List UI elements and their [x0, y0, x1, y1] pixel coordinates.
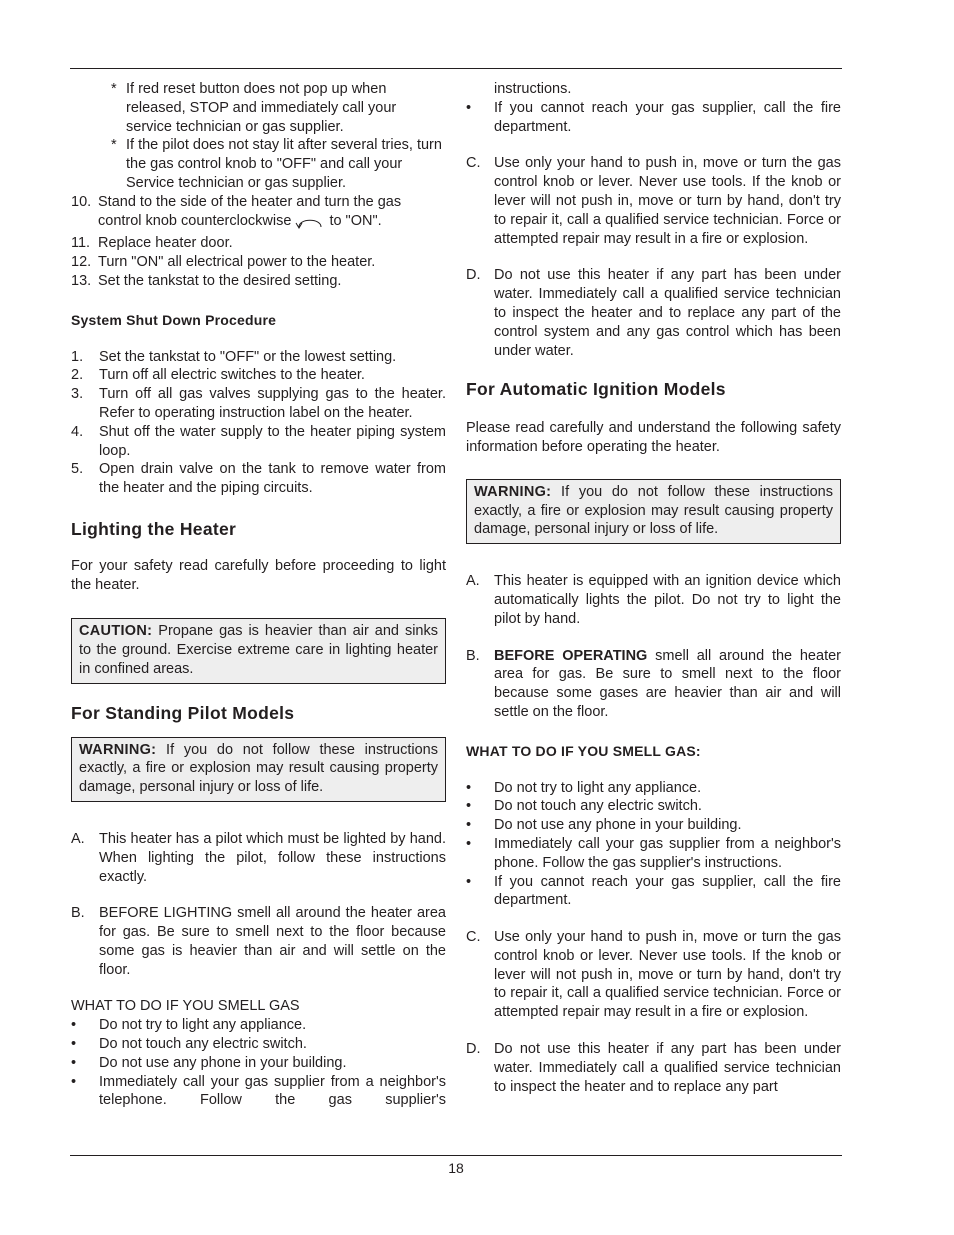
list-item: • Do not use any phone in your building. — [466, 817, 742, 834]
list-item: * If the pilot does not stay lit after several tries, turn the gas control knob to "OFF" and call your Service technician or gas supplier. — [111, 137, 442, 191]
section-heading: System Shut Down Procedure — [71, 311, 277, 328]
list-item: 2. Turn off all electric switches to the heater. — [71, 367, 365, 384]
list-item: 4. Shut off the water supply to the heater piping system loop. — [71, 423, 446, 459]
paragraph: Please read carefully and understand the following safety information before operating the heater. — [466, 420, 841, 455]
list-item: • Do not use any phone in your building. — [71, 1054, 347, 1071]
list-item: C. Use only your hand to push in, move or turn the gas control knob or lever. Never use tools. If the knob or lever will not push in, move or turn by hand, don't try to repair it, call a qualified service technician. Force or attempted repair may result in a fire or explosion. — [466, 929, 841, 1021]
list-item: • If you cannot reach your gas supplier, call the fire department. — [466, 873, 841, 909]
top-rule — [70, 68, 842, 69]
list-item: 10. Stand to the side of the heater and turn the gas control knob counterclockwise to "ON". — [71, 193, 446, 235]
list-item: A. This heater has a pilot which must be lighted by hand. When lighting the pilot, follow these instructions exactly. — [71, 830, 446, 885]
bottom-rule — [70, 1155, 842, 1156]
list-item: • Immediately call your gas supplier from a neighbor's phone. Follow the gas supplier's instructions. — [466, 835, 841, 871]
warning-label: WARNING: — [79, 741, 157, 758]
right-column — [466, 80, 841, 1096]
list-item: • Do not touch any electric switch. — [71, 1036, 307, 1053]
section-heading: Lighting the Heater — [71, 518, 237, 539]
list-item: A. This heater is equipped with an ignition device which automatically lights the pilot. Do not try to light the pilot by hand. — [466, 573, 841, 627]
caution-box: CAUTION: Propane gas is heavier than air and sinks to the ground. Exercise extreme care in lighting heater in confined areas. — [71, 618, 446, 683]
list-item: • Do not try to light any appliance. — [466, 779, 702, 796]
list-item: C. Use only your hand to push in, move or turn the gas control knob or lever. Never use tools. If the knob or lever will not push in, move or turn by hand, don't try to repair it, call a qualified service technician. Force or attempted repair may result in a fire or explosion. — [466, 155, 841, 247]
list-item: B. BEFORE LIGHTING smell all around the heater area for gas. Be sure to smell next to the floor because some gas is heavier than air and will settle on the floor. — [71, 905, 446, 978]
section-heading: WHAT TO DO IF YOU SMELL GAS: — [466, 742, 701, 759]
warning-box: WARNING: If you do not follow these instructions exactly, a fire or explosion may result causing property damage, personal injury or loss of life. — [466, 479, 841, 544]
list-item: • If you cannot reach your gas supplier, call the fire department. — [466, 99, 841, 135]
smell-gas-heading: WHAT TO DO IF YOU SMELL GAS — [71, 998, 300, 1015]
list-item: B. BEFORE OPERATING smell all around the heater area for gas. Be sure to smell next to the floor because some gases are heavier than air and will settle on the floor. — [466, 647, 841, 720]
list-item: 1. Set the tankstat to "OFF" or the lowest setting. — [71, 348, 397, 365]
list-item: D. Do not use this heater if any part has been under water. Immediately call a qualified service technician to inspect the heater and to replace any part — [466, 1041, 841, 1095]
list-item: 5. Open drain valve on the tank to remove water from the heater and the piping circuits. — [71, 461, 446, 497]
page-number: 18 — [448, 1160, 464, 1176]
paragraph: instructions. — [494, 81, 572, 97]
list-item: 13. Set the tankstat to the desired setting. — [71, 272, 342, 289]
warning-label: WARNING: — [474, 483, 552, 500]
list-item: 3. Turn off all gas valves supplying gas to the heater. Refer to operating instruction label on the heater. — [71, 386, 446, 421]
list-item: D. Do not use this heater if any part has been under water. Immediately call a qualified service technician to inspect the heater and to replace any part of the control system and any gas control which has been under water. — [466, 267, 841, 359]
list-item: • Immediately call your gas supplier from a neighbor's telephone. Follow the gas supplier's — [71, 1073, 446, 1109]
paragraph: For your safety read carefully before proceeding to light the heater. — [71, 557, 446, 593]
list-item: * If red reset button does not pop up when released, STOP and immediately call your service technician or gas supplier. — [111, 81, 397, 135]
caution-label: CAUTION: — [79, 623, 153, 640]
list-item: • Do not try to light any appliance. — [71, 1017, 307, 1034]
list-item: 12. Turn "ON" all electrical power to the heater. — [71, 254, 376, 271]
list-item: 11. Replace heater door. — [71, 235, 233, 252]
section-heading: For Standing Pilot Models — [71, 702, 295, 723]
list-item: • Do not touch any electric switch. — [466, 798, 702, 815]
left-column — [71, 80, 446, 1110]
warning-box: WARNING: If you do not follow these instructions exactly, a fire or explosion may result causing property damage, personal injury or loss of life. — [71, 737, 446, 802]
counterclockwise-arrow-icon — [295, 213, 325, 235]
section-heading: For Automatic Ignition Models — [466, 379, 726, 400]
